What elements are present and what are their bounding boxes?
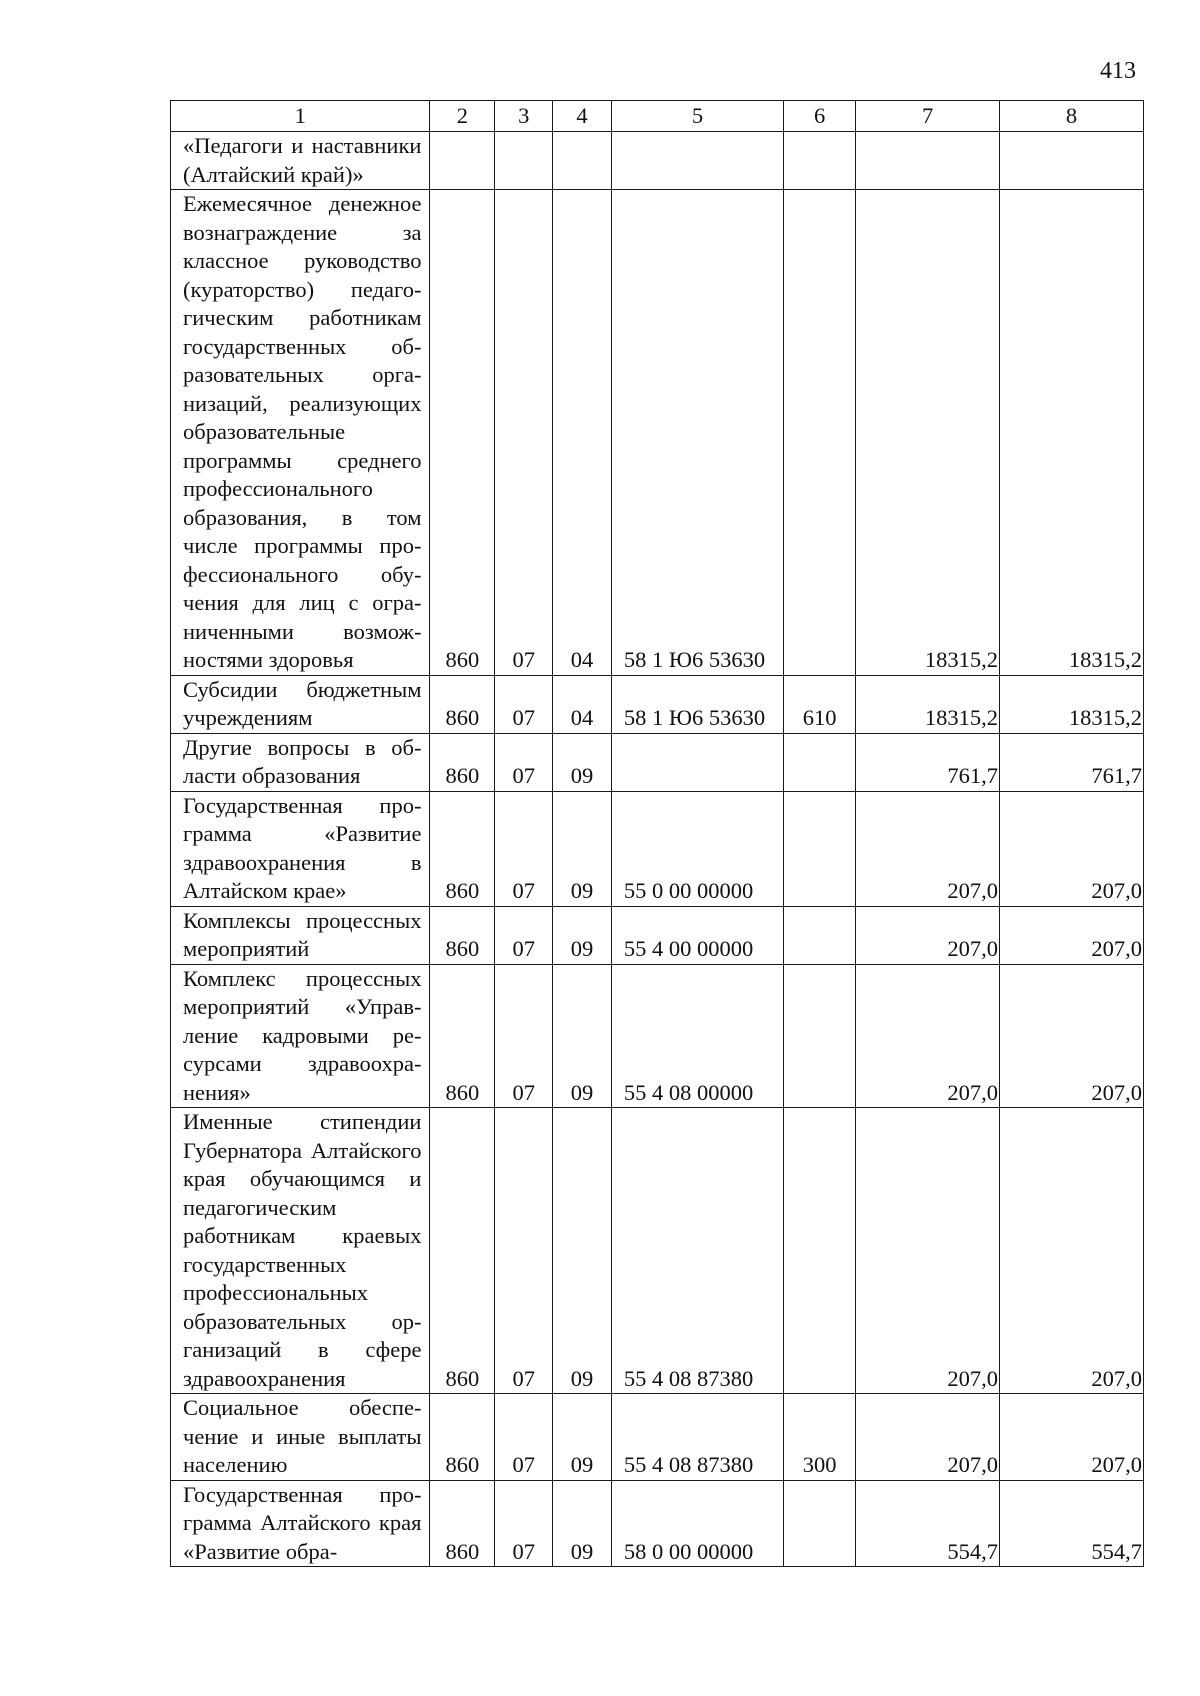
row-name: Другие вопросы в области образования — [171, 733, 430, 791]
row-vr — [784, 190, 856, 676]
row-vr — [784, 733, 856, 791]
row-csr: 55 4 08 00000 — [611, 964, 783, 1108]
row-sum-1 — [856, 132, 1000, 190]
row-name: Комплекс процессных мероприятий «Управление кадровыми ресурсами здравоохранения» — [171, 964, 430, 1108]
row-vr — [784, 906, 856, 964]
row-pr: 04 — [553, 675, 612, 733]
row-rz — [495, 132, 553, 190]
row-rz: 07 — [495, 791, 553, 906]
row-sum-1: 761,7 — [856, 733, 1000, 791]
row-pr: 04 — [553, 190, 612, 676]
row-rz: 07 — [495, 964, 553, 1108]
row-rz: 07 — [495, 733, 553, 791]
row-name: «Педагоги и наставники (Алтайский край)» — [171, 132, 430, 190]
row-ved: 860 — [430, 1480, 495, 1567]
table-row — [171, 190, 1144, 676]
row-rz: 07 — [495, 1480, 553, 1567]
row-pr: 09 — [553, 1108, 612, 1394]
row-csr: 55 0 00 00000 — [611, 791, 783, 906]
row-pr: 09 — [553, 791, 612, 906]
row-sum-1: 207,0 — [856, 906, 1000, 964]
column-header: 7 — [856, 101, 1000, 132]
row-csr: 58 0 00 00000 — [611, 1480, 783, 1567]
table-row — [171, 1394, 1144, 1481]
column-header: 8 — [1000, 101, 1144, 132]
row-sum-2: 207,0 — [1000, 791, 1144, 906]
row-rz: 07 — [495, 190, 553, 676]
row-pr: 09 — [553, 1480, 612, 1567]
row-sum-2: 18315,2 — [1000, 190, 1144, 676]
row-sum-2 — [1000, 132, 1144, 190]
row-name: Именные стипендии Губернатора Алтайского края обучающимся и педагогическим работникам краевых государственных профессиональных образовательных организаций в сфере здравоохранения — [171, 1108, 430, 1394]
column-header: 5 — [611, 101, 783, 132]
column-header: 2 — [430, 101, 495, 132]
row-csr: 55 4 08 87380 — [611, 1108, 783, 1394]
row-rz: 07 — [495, 906, 553, 964]
table-row — [171, 964, 1144, 1108]
row-sum-2: 207,0 — [1000, 1394, 1144, 1481]
row-rz: 07 — [495, 1394, 553, 1481]
row-csr: 55 4 08 87380 — [611, 1394, 783, 1481]
row-rz: 07 — [495, 1108, 553, 1394]
row-sum-2: 207,0 — [1000, 906, 1144, 964]
row-ved: 860 — [430, 675, 495, 733]
table-row — [171, 733, 1144, 791]
row-rz: 07 — [495, 675, 553, 733]
table-row — [171, 132, 1144, 190]
row-sum-2: 761,7 — [1000, 733, 1144, 791]
column-header: 4 — [553, 101, 612, 132]
row-sum-1: 18315,2 — [856, 190, 1000, 676]
row-sum-1: 207,0 — [856, 964, 1000, 1108]
row-pr: 09 — [553, 1394, 612, 1481]
row-sum-1: 207,0 — [856, 791, 1000, 906]
row-sum-1: 207,0 — [856, 1394, 1000, 1481]
budget-table — [170, 100, 1144, 1567]
column-header: 3 — [495, 101, 553, 132]
row-ved: 860 — [430, 190, 495, 676]
row-sum-1: 18315,2 — [856, 675, 1000, 733]
row-vr: 300 — [784, 1394, 856, 1481]
row-pr: 09 — [553, 906, 612, 964]
row-name: Субсидии бюджетным учреждениям — [171, 675, 430, 733]
row-sum-2: 207,0 — [1000, 964, 1144, 1108]
row-ved: 860 — [430, 964, 495, 1108]
page-number: 413 — [1100, 58, 1136, 84]
row-vr — [784, 1480, 856, 1567]
row-ved — [430, 132, 495, 190]
header-row — [171, 101, 1144, 132]
row-csr — [611, 733, 783, 791]
row-ved: 860 — [430, 1394, 495, 1481]
row-vr: 610 — [784, 675, 856, 733]
row-vr — [784, 132, 856, 190]
row-pr: 09 — [553, 964, 612, 1108]
table-row — [171, 906, 1144, 964]
row-sum-2: 554,7 — [1000, 1480, 1144, 1567]
table-row — [171, 1480, 1144, 1567]
row-name: Комплексы процессных мероприятий — [171, 906, 430, 964]
row-sum-1: 207,0 — [856, 1108, 1000, 1394]
row-pr: 09 — [553, 733, 612, 791]
table-row — [171, 1108, 1144, 1394]
row-sum-2: 207,0 — [1000, 1108, 1144, 1394]
row-csr: 55 4 00 00000 — [611, 906, 783, 964]
row-sum-1: 554,7 — [856, 1480, 1000, 1567]
row-ved: 860 — [430, 791, 495, 906]
row-vr — [784, 1108, 856, 1394]
row-name: Ежемесячное денежное вознаграждение за классное руководство (кураторство) педагогическим работникам государственных образовательных организаций, реализующих образовательные программы среднего профессионального образования, в том числе программы профессионального обучения для лиц с ограниченными возможностями здоровья — [171, 190, 430, 676]
row-csr: 58 1 Ю6 53630 — [611, 675, 783, 733]
row-ved: 860 — [430, 1108, 495, 1394]
column-header: 1 — [171, 101, 430, 132]
row-ved: 860 — [430, 906, 495, 964]
row-vr — [784, 964, 856, 1108]
row-sum-2: 18315,2 — [1000, 675, 1144, 733]
row-name: Социальное обеспечение и иные выплаты населению — [171, 1394, 430, 1481]
table-row — [171, 675, 1144, 733]
table-row — [171, 791, 1144, 906]
row-pr — [553, 132, 612, 190]
row-name: Государственная программа «Развитие здравоохранения в Алтайском крае» — [171, 791, 430, 906]
column-header: 6 — [784, 101, 856, 132]
row-vr — [784, 791, 856, 906]
row-name: Государственная программа Алтайского края «Развитие обра- — [171, 1480, 430, 1567]
row-csr — [611, 132, 783, 190]
row-csr: 58 1 Ю6 53630 — [611, 190, 783, 676]
row-ved: 860 — [430, 733, 495, 791]
